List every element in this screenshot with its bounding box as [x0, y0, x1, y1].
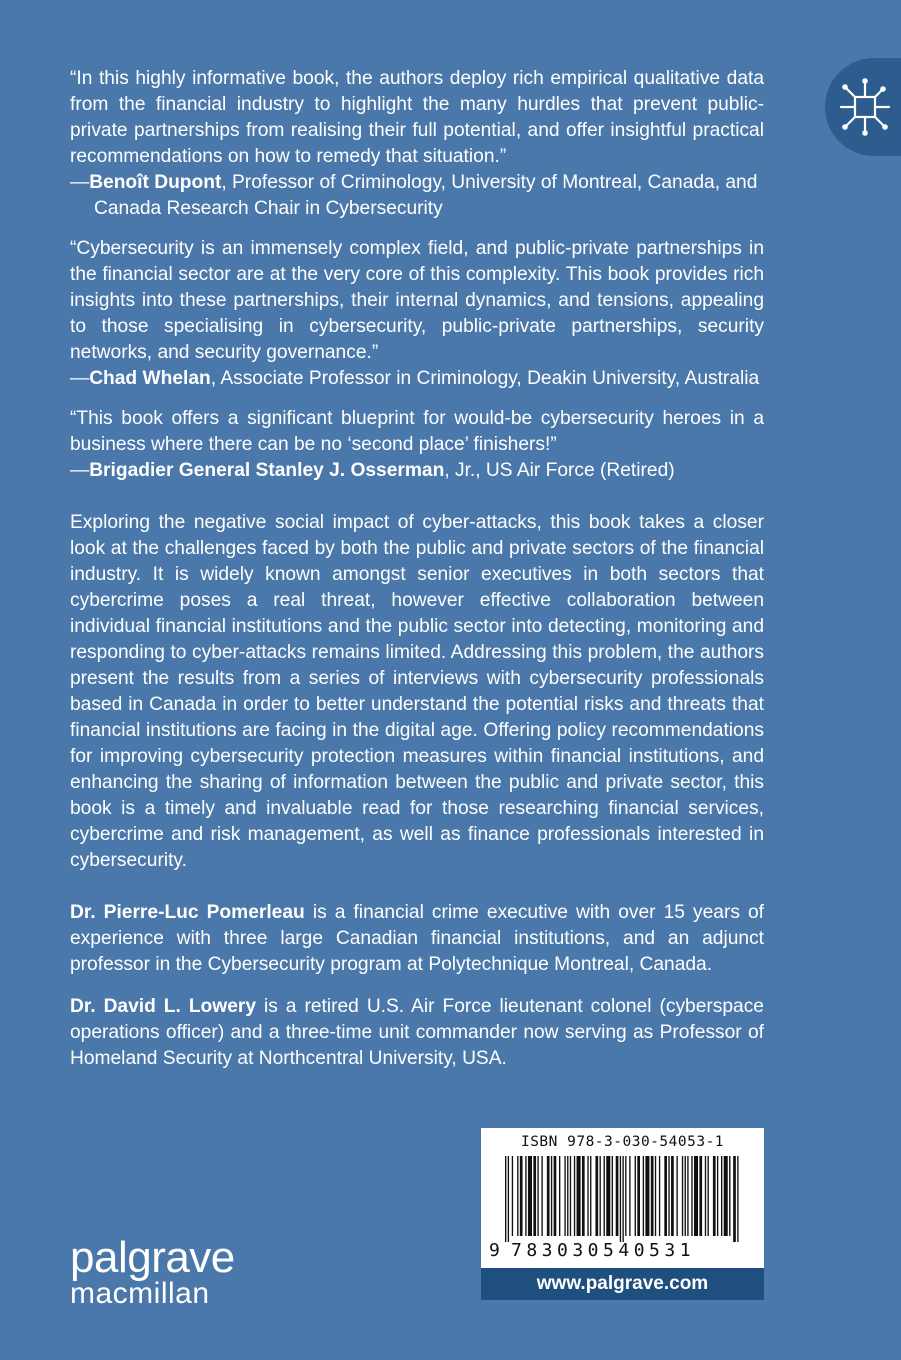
attribution-dash: — [70, 460, 90, 481]
barcode-bar [520, 1156, 523, 1236]
praise-quote-dupont [70, 66, 764, 222]
barcode-bar [525, 1156, 526, 1236]
barcode-bar [645, 1156, 649, 1236]
barcode-digit-string: 783030540531 [511, 1240, 696, 1261]
barcode-bar [582, 1156, 585, 1236]
bio-text [70, 900, 764, 978]
barcode-bar [643, 1156, 644, 1236]
praise-quote-osserman [70, 406, 764, 484]
barcode-bar [721, 1156, 722, 1236]
author-bio-lowery [70, 994, 764, 1072]
publisher-url[interactable]: www.palgrave.com [481, 1268, 764, 1300]
author-bio-pomerleau [70, 900, 764, 978]
attribution-dash: — [70, 368, 90, 389]
barcode-bar [604, 1156, 605, 1236]
barcode-bar [505, 1156, 506, 1242]
barcode-bar [685, 1156, 686, 1236]
publisher-name-line2: macmillan [70, 1277, 210, 1310]
barcode-bar [567, 1156, 568, 1236]
barcode-bar [551, 1156, 552, 1236]
series-badge [825, 58, 901, 156]
attribution [70, 366, 764, 392]
barcode-bar [559, 1156, 560, 1236]
book-description [70, 510, 764, 874]
barcode-bar [629, 1156, 630, 1236]
barcode-bar [655, 1156, 656, 1236]
barcode-bar [717, 1156, 718, 1236]
barcode-bar [616, 1156, 619, 1236]
circuit-chip-icon [839, 74, 891, 140]
author-name: Dr. Pierre-Luc Pomerleau [70, 902, 305, 923]
barcode-bars [503, 1156, 743, 1242]
bio-body: is a financial crime executive with over 15 years of experience with three large Canadian financial institutions, and an adjunct professor in the Cybersecurity program at Polytechnique Montreal, Canada. [70, 902, 764, 975]
quote-text: “Cybersecurity is an immensely complex field, and public-private partnerships in the financial sector are at the very core of this complexity. This book provides rich insights into these partnerships, their internal dynamics, and tensions, appealing to those specialising in cybersecurity, public-private partnerships, security networks, and security governance.” [70, 238, 764, 363]
barcode-bar [687, 1156, 688, 1236]
barcode-bar [637, 1156, 640, 1236]
barcode-bar [533, 1156, 536, 1236]
attribution-title: , Associate Professor in Criminology, Deakin University, Australia [210, 368, 760, 389]
barcode-bar [691, 1156, 692, 1236]
barcode-bar [737, 1156, 738, 1242]
barcode-bar [713, 1156, 716, 1236]
publisher-name-line1: palgrave [70, 1233, 235, 1282]
barcode-bar [508, 1156, 509, 1242]
barcode-bar [517, 1156, 518, 1236]
attribution-title: , Jr., US Air Force (Retired) [444, 460, 675, 481]
barcode-bar [699, 1156, 702, 1236]
quote-text: “In this highly informative book, the authors deploy rich empirical qualitative data from the financial industry to highlight the many hurdles that prevent public-private partnerships from realising their full potential, and offer insightful practical recommendations on how to remedy that situation.” [70, 68, 764, 167]
barcode-bar [694, 1156, 698, 1236]
isbn-barcode [481, 1128, 764, 1268]
barcode-bar [705, 1156, 706, 1236]
attribution-name: Brigadier General Stanley J. Osserman [89, 460, 445, 481]
barcode-bar [733, 1156, 736, 1242]
barcode-bar [708, 1156, 709, 1236]
attribution [70, 458, 764, 484]
attribution-title: , Professor of Criminology, University of Montreal, Canada, and Canada Research Chair in Cybersecurity [94, 172, 758, 219]
bio-text [70, 994, 764, 1072]
barcode-bar [651, 1156, 654, 1236]
attribution-dash: — [70, 172, 90, 193]
attribution-name: Chad Whelan [89, 368, 211, 389]
barcode-bar [676, 1156, 677, 1236]
barcode-bar [577, 1156, 581, 1236]
barcode-bar [574, 1156, 575, 1236]
author-name: Dr. David L. Lowery [70, 996, 256, 1017]
barcode-bar [668, 1156, 669, 1236]
barcode-bar [671, 1156, 674, 1236]
barcode-bar [729, 1156, 730, 1236]
barcode-bar [547, 1156, 550, 1236]
barcode-bar [606, 1156, 610, 1236]
barcode-bar [635, 1156, 636, 1236]
barcode-bar [528, 1156, 532, 1236]
barcode-bar [590, 1156, 591, 1236]
barcode-bar [664, 1156, 667, 1236]
barcode-bar [570, 1156, 571, 1236]
barcode-bar [595, 1156, 598, 1236]
quote-text: “This book offers a significant blueprint for would-be cybersecurity heroes in a business where there can be no ‘second place’ finishers!” [70, 408, 764, 455]
barcode-bar [564, 1156, 565, 1236]
praise-quote-whelan [70, 236, 764, 392]
barcode-bar [612, 1156, 613, 1236]
publisher-logo [70, 1233, 235, 1310]
isbn-label: ISBN 978-3-030-54053-1 [520, 1134, 725, 1150]
barcode-bar [512, 1156, 513, 1236]
barcode-bar [622, 1156, 623, 1242]
barcode-bar [659, 1156, 660, 1236]
barcode-bar [724, 1156, 728, 1236]
bio-body: is a retired U.S. Air Force lieutenant colonel (cyberspace operations officer) and a three-time unit commander now serving as Professor of Homeland Security at Northcentral University, USA. [70, 996, 764, 1069]
barcode-bar [600, 1156, 601, 1236]
barcode-lead-digit: 9 [489, 1240, 500, 1261]
attribution-name: Benoît Dupont [89, 172, 222, 193]
barcode-bar [682, 1156, 683, 1236]
barcode-bar [625, 1156, 626, 1236]
description-text: Exploring the negative social impact of cyber-attacks, this book takes a closer look at the challenges faced by both the public and private sectors of the financial industry. It is widely known amongst senior executives in both sectors that cybercrime poses a real threat, however effective collaboration between individual financial institutions and the public sector into detecting, monitoring and responding to cyber-attacks remains limited. Addressing this problem, the authors present the results from a series of interviews with cybersecurity professionals based in Canada in order to better understand the potential risks and threats that financial institutions are facing in the digital age. Offering policy recommendations for improving cybersecurity protection measures within financial institutions, and enhancing the sharing of information between the public and private sector, this book is a timely and invaluable read for those researching financial services, cybercrime and risk management, as well as finance professionals interested in cybersecurity. [70, 512, 764, 871]
barcode-bar [554, 1156, 557, 1236]
attribution [70, 170, 764, 222]
barcode-bar [541, 1156, 542, 1236]
barcode-bar [537, 1156, 538, 1236]
barcode-bar [620, 1156, 621, 1242]
barcode-bar [587, 1156, 588, 1236]
